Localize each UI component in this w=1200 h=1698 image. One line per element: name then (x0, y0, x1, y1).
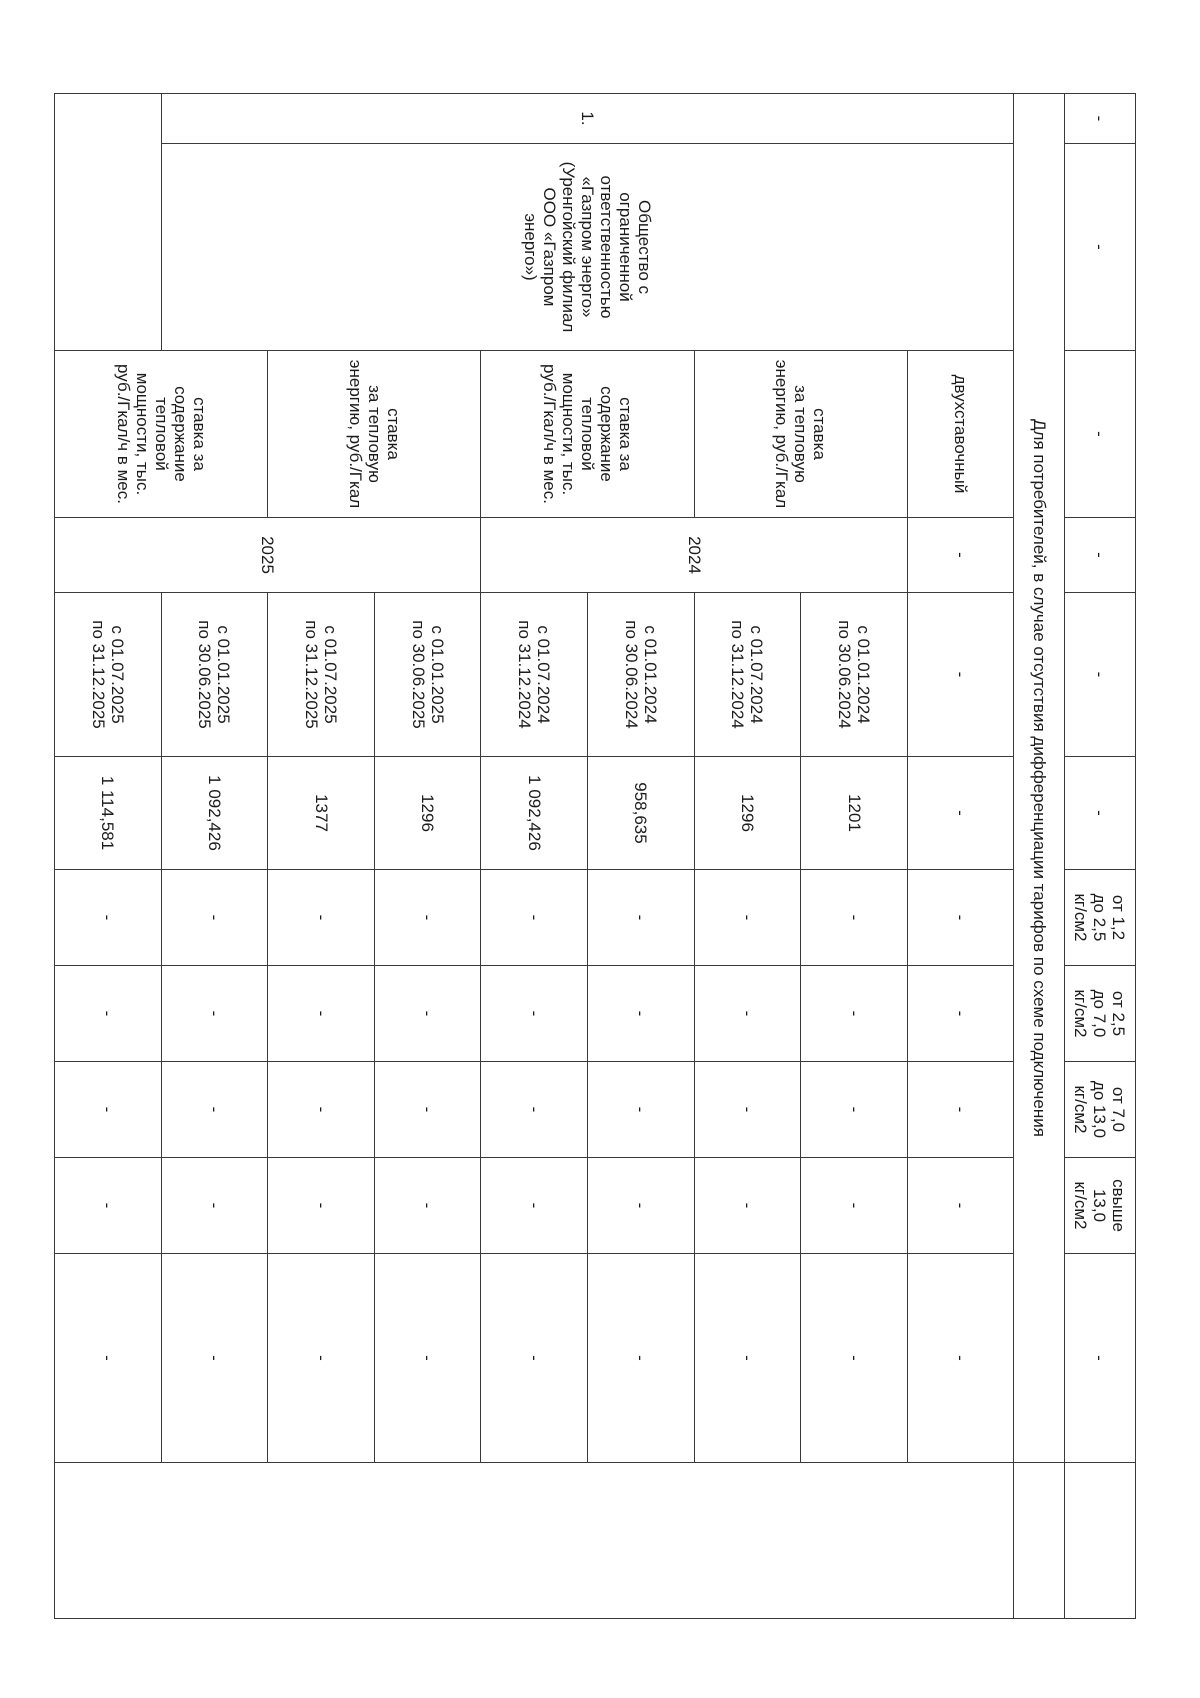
tariff-value: 1296 (374, 757, 481, 870)
pressure-group-header: от 7,0 до 13,0 кг/см2 (1064, 1062, 1135, 1158)
header-dash-cell: - (1064, 351, 1135, 518)
pressure-group-header: свыше 13,0 кг/см2 (1064, 1158, 1135, 1254)
tariff-type: двухставочный (907, 351, 1014, 518)
tariff-table (54, 93, 1136, 1619)
organization-name: Общество с ограниченной ответственностью «Газпром энерго» (Уренгойский филиал ООО «Газпром энерго») (161, 144, 1014, 351)
extra-dash-cell: - (694, 1254, 801, 1463)
period-cell: с 01.07.2025 по 31.12.2025 (268, 593, 375, 757)
period-cell: с 01.07.2025 по 31.12.2025 (55, 593, 162, 757)
tariff-value: 1 092,426 (481, 757, 588, 870)
tariff-value: 1296 (694, 757, 801, 870)
pressure-dash-cell: - (374, 1062, 481, 1158)
header-dash-cell: - (1064, 593, 1135, 757)
blank-cell (55, 94, 162, 351)
period-cell: с 01.07.2024 по 31.12.2024 (694, 593, 801, 757)
extra-dash-cell: - (161, 1254, 268, 1463)
pressure-dash-cell: - (481, 1158, 588, 1254)
extra-dash-cell: - (801, 1254, 908, 1463)
pressure-dash-cell: - (55, 870, 162, 966)
tariff-value: 1 092,426 (161, 757, 268, 870)
right-empty-column (55, 1463, 1014, 1619)
pressure-dash-cell: - (694, 1158, 801, 1254)
period-cell: с 01.07.2024 по 31.12.2024 (481, 593, 588, 757)
rate-capacity-label: ставка за содержание тепловой мощности, тыс. руб./Гкал/ч в мес. (55, 351, 268, 518)
period-cell: с 01.01.2024 по 30.06.2024 (588, 593, 695, 757)
pressure-dash-cell: - (801, 870, 908, 966)
row-number: 1. (161, 94, 1014, 144)
pressure-dash-cell: - (801, 1062, 908, 1158)
extra-dash-cell: - (907, 1254, 1014, 1463)
tariff-value: 1 114,581 (55, 757, 162, 870)
pressure-dash-cell: - (374, 966, 481, 1062)
caption-empty-cell (1014, 1463, 1064, 1619)
pressure-dash-cell: - (588, 1158, 695, 1254)
period-cell: с 01.01.2024 по 30.06.2024 (801, 593, 908, 757)
extra-dash-cell: - (374, 1254, 481, 1463)
pressure-dash-cell: - (55, 1062, 162, 1158)
pressure-dash-cell: - (481, 870, 588, 966)
pressure-dash-cell: - (161, 1158, 268, 1254)
header-dash-cell: - (1064, 144, 1135, 351)
pressure-dash-cell: - (268, 1062, 375, 1158)
pressure-dash-cell: - (907, 966, 1014, 1062)
pressure-dash-cell: - (588, 966, 695, 1062)
rate-capacity-label: ставка за содержание тепловой мощности, тыс. руб./Гкал/ч в мес. (481, 351, 694, 518)
tariff-value: 958,635 (588, 757, 695, 870)
pressure-dash-cell: - (55, 1158, 162, 1254)
pressure-dash-cell: - (268, 1158, 375, 1254)
year-dash-cell: - (907, 518, 1014, 593)
period-cell: с 01.01.2025 по 30.06.2025 (374, 593, 481, 757)
extra-dash-cell: - (55, 1254, 162, 1463)
pressure-dash-cell: - (481, 966, 588, 1062)
pressure-dash-cell: - (268, 966, 375, 1062)
rate-energy-label: ставка за тепловую энергию, руб./Гкал (694, 351, 907, 518)
tariff-value: 1377 (268, 757, 375, 870)
rotated-tariff-page (54, 93, 1136, 1618)
pressure-dash-cell: - (801, 1158, 908, 1254)
pressure-dash-cell: - (588, 870, 695, 966)
year-2025: 2025 (55, 518, 481, 593)
pressure-dash-cell: - (374, 870, 481, 966)
pressure-dash-cell: - (161, 870, 268, 966)
pressure-group-header: от 2,5 до 7,0 кг/см2 (1064, 966, 1135, 1062)
pressure-dash-cell: - (801, 966, 908, 1062)
value-dash-cell: - (907, 757, 1014, 870)
pressure-group-header: от 1,2 до 2,5 кг/см2 (1064, 870, 1135, 966)
period-cell: с 01.01.2025 по 30.06.2025 (161, 593, 268, 757)
header-dash-cell: - (1064, 1254, 1135, 1463)
pressure-dash-cell: - (161, 1062, 268, 1158)
pressure-dash-cell: - (588, 1062, 695, 1158)
pressure-dash-cell: - (907, 1062, 1014, 1158)
pressure-dash-cell: - (481, 1062, 588, 1158)
consumer-caption: Для потребителей, в случае отсутствия дифференциации тарифов по схеме подключения (1014, 94, 1064, 1463)
header-empty-cell (1064, 1463, 1135, 1619)
tariff-value: 1201 (801, 757, 908, 870)
header-dash-cell: - (1064, 757, 1135, 870)
pressure-dash-cell: - (55, 966, 162, 1062)
pressure-dash-cell: - (374, 1158, 481, 1254)
pressure-dash-cell: - (907, 1158, 1014, 1254)
rate-energy-label: ставка за тепловую энергию, руб./Гкал (268, 351, 481, 518)
period-dash-cell: - (907, 593, 1014, 757)
extra-dash-cell: - (588, 1254, 695, 1463)
pressure-dash-cell: - (268, 870, 375, 966)
extra-dash-cell: - (481, 1254, 588, 1463)
pressure-dash-cell: - (694, 1062, 801, 1158)
extra-dash-cell: - (268, 1254, 375, 1463)
year-2024: 2024 (481, 518, 907, 593)
pressure-dash-cell: - (907, 870, 1014, 966)
pressure-dash-cell: - (694, 870, 801, 966)
pressure-dash-cell: - (694, 966, 801, 1062)
header-dash-cell: - (1064, 94, 1135, 144)
pressure-dash-cell: - (161, 966, 268, 1062)
header-dash-cell: - (1064, 518, 1135, 593)
